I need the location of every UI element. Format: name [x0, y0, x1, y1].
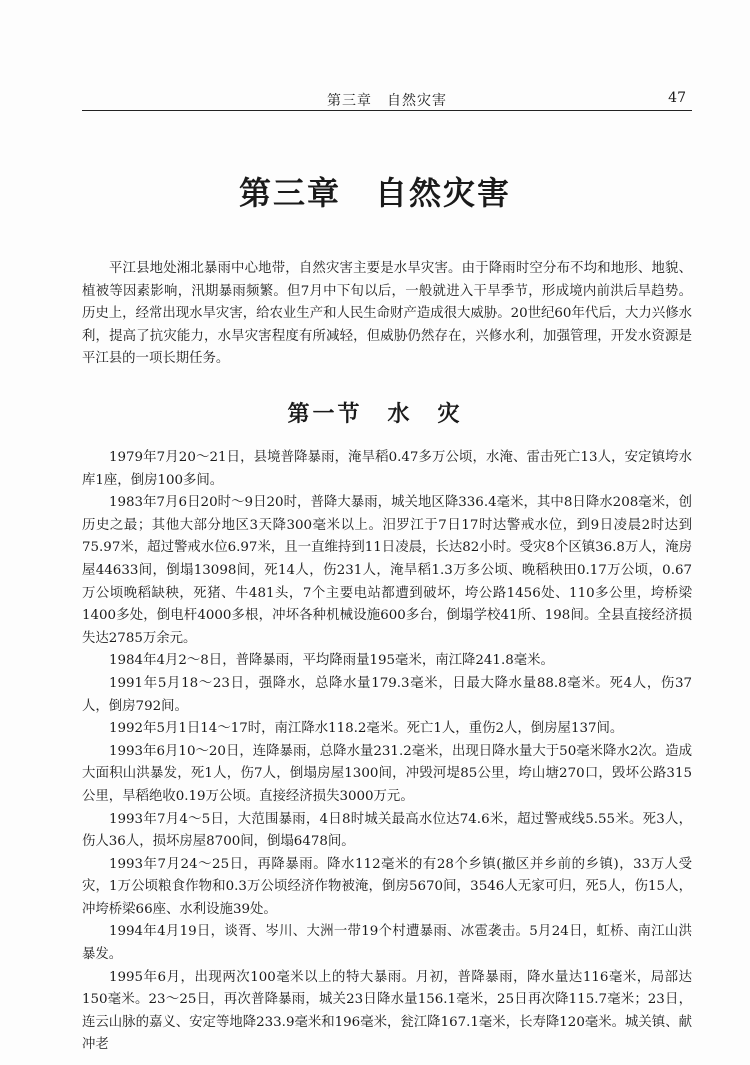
- record-paragraph: 1984年4月2～8日，普降暴雨，平均降雨量195毫米，南江降241.8毫米。: [109, 653, 554, 669]
- intro-paragraph: 平江县地处湘北暴雨中心地带，自然灾害主要是水旱灾害。由于降雨时空分布不均和地形、地貌、植被等因素影响，汛期暴雨频繁。但7月中下旬以后，一般就进入干旱季节，形成境内前洪后旱趋势。历史上，经常出现水旱灾害，给农业生产和人民生命财产造成很大威胁。20世纪60年代后，大力兴修水利，提高了抗灾能力，水旱灾害程度有所减轻，但威胁仍然存在，兴修水利，加强管理，开发水资源是平江县的一项长期任务。: [82, 261, 692, 367]
- section-title: 第一节 水 灾: [287, 401, 463, 427]
- record-paragraph: 1991年5月18～23日，强降水，总降水量179.3毫米，日最大降水量88.8毫米。死4人，伤37人，倒房792间。: [82, 675, 692, 714]
- intro-section: [82, 258, 692, 371]
- page-number: 47: [668, 90, 686, 106]
- record-paragraph: 1992年5月1日14～17时，南江降水118.2毫米。死亡1人，重伤2人，倒房屋137间。: [109, 721, 624, 737]
- running-header: [82, 88, 692, 111]
- record-paragraph: 1995年6月，出现两次100毫米以上的特大暴雨。月初，普降暴雨，降水量达116毫米，局部达150毫米。23～25日，再次普降暴雨，城关23日降水量156.1毫米，25日再次降115.7毫米；23日，连云山脉的嘉义、安定等地降233.9毫米和196毫米，瓮江降167.1毫米，长寿降120毫米。城关镇、献冲老: [82, 969, 692, 1053]
- record-paragraph: 1993年6月10～20日，连降暴雨，总降水量231.2毫米，出现日降水量大于50毫米降水2次。造成大面积山洪暴发，死1人，伤7人，倒塌房屋1300间，冲毁河堤85公里，垮山塘270口，毁坏公路315公里，旱稻绝收0.19万公顷。直接经济损失3000万元。: [82, 743, 692, 804]
- flood-records: [82, 447, 692, 1057]
- running-title: 第三章 自然灾害: [327, 93, 447, 109]
- record-paragraph: 1983年7月6日20时～9日20时，普降大暴雨，城关地区降336.4毫米，其中8日降水208毫米，创历史之最；其他大部分地区3天降300毫米以上。汨罗江于7日17时达警戒水位，到9日凌晨2时达到75.97米，超过警戒水位6.97米，且一直维持到11日凌晨，长达82小时。受灾8个区镇36.8万人，淹房屋44633间，倒塌13098间，死14人，伤231人，淹旱稻1.3万多公顷、晚稻秧田0.17万公顷，0.67万公顷晚稻缺秧，死猪、牛481头，7个主要电站都遭到破坏，垮公路1456处、110多公里，垮桥梁1400多处，倒电杆4000多根，冲坏各种机械设施600多台，倒塌学校41所、198间。全县直接经济损失达2785万余元。: [82, 495, 692, 646]
- record-paragraph: 1993年7月4～5日，大范围暴雨，4日8时城关最高水位达74.6米，超过警戒线5.55米。死3人，伤人36人，损坏房屋8700间，倒塌6478间。: [82, 811, 692, 850]
- chapter-title: 第三章 自然灾害: [238, 174, 511, 212]
- record-paragraph: 1994年4月19日，谈胥、岑川、大洲一带19个村遭暴雨、冰雹袭击。5月24日，虹桥、南江山洪暴发。: [82, 924, 692, 963]
- record-paragraph: 1993年7月24～25日，再降暴雨。降水112毫米的有28个乡镇(撤区并乡前的乡镇)，33万人受灾，1万公顷粮食作物和0.3万公顷经济作物被淹，倒房5670间，3546人无家可归，死5人，伤15人，冲垮桥梁66座、水利设施39处。: [82, 856, 692, 917]
- record-paragraph: 1979年7月20～21日，县境普降暴雨，淹旱稻0.47多万公顷，水淹、雷击死亡13人，安定镇垮水库1座，倒房100多间。: [82, 450, 692, 488]
